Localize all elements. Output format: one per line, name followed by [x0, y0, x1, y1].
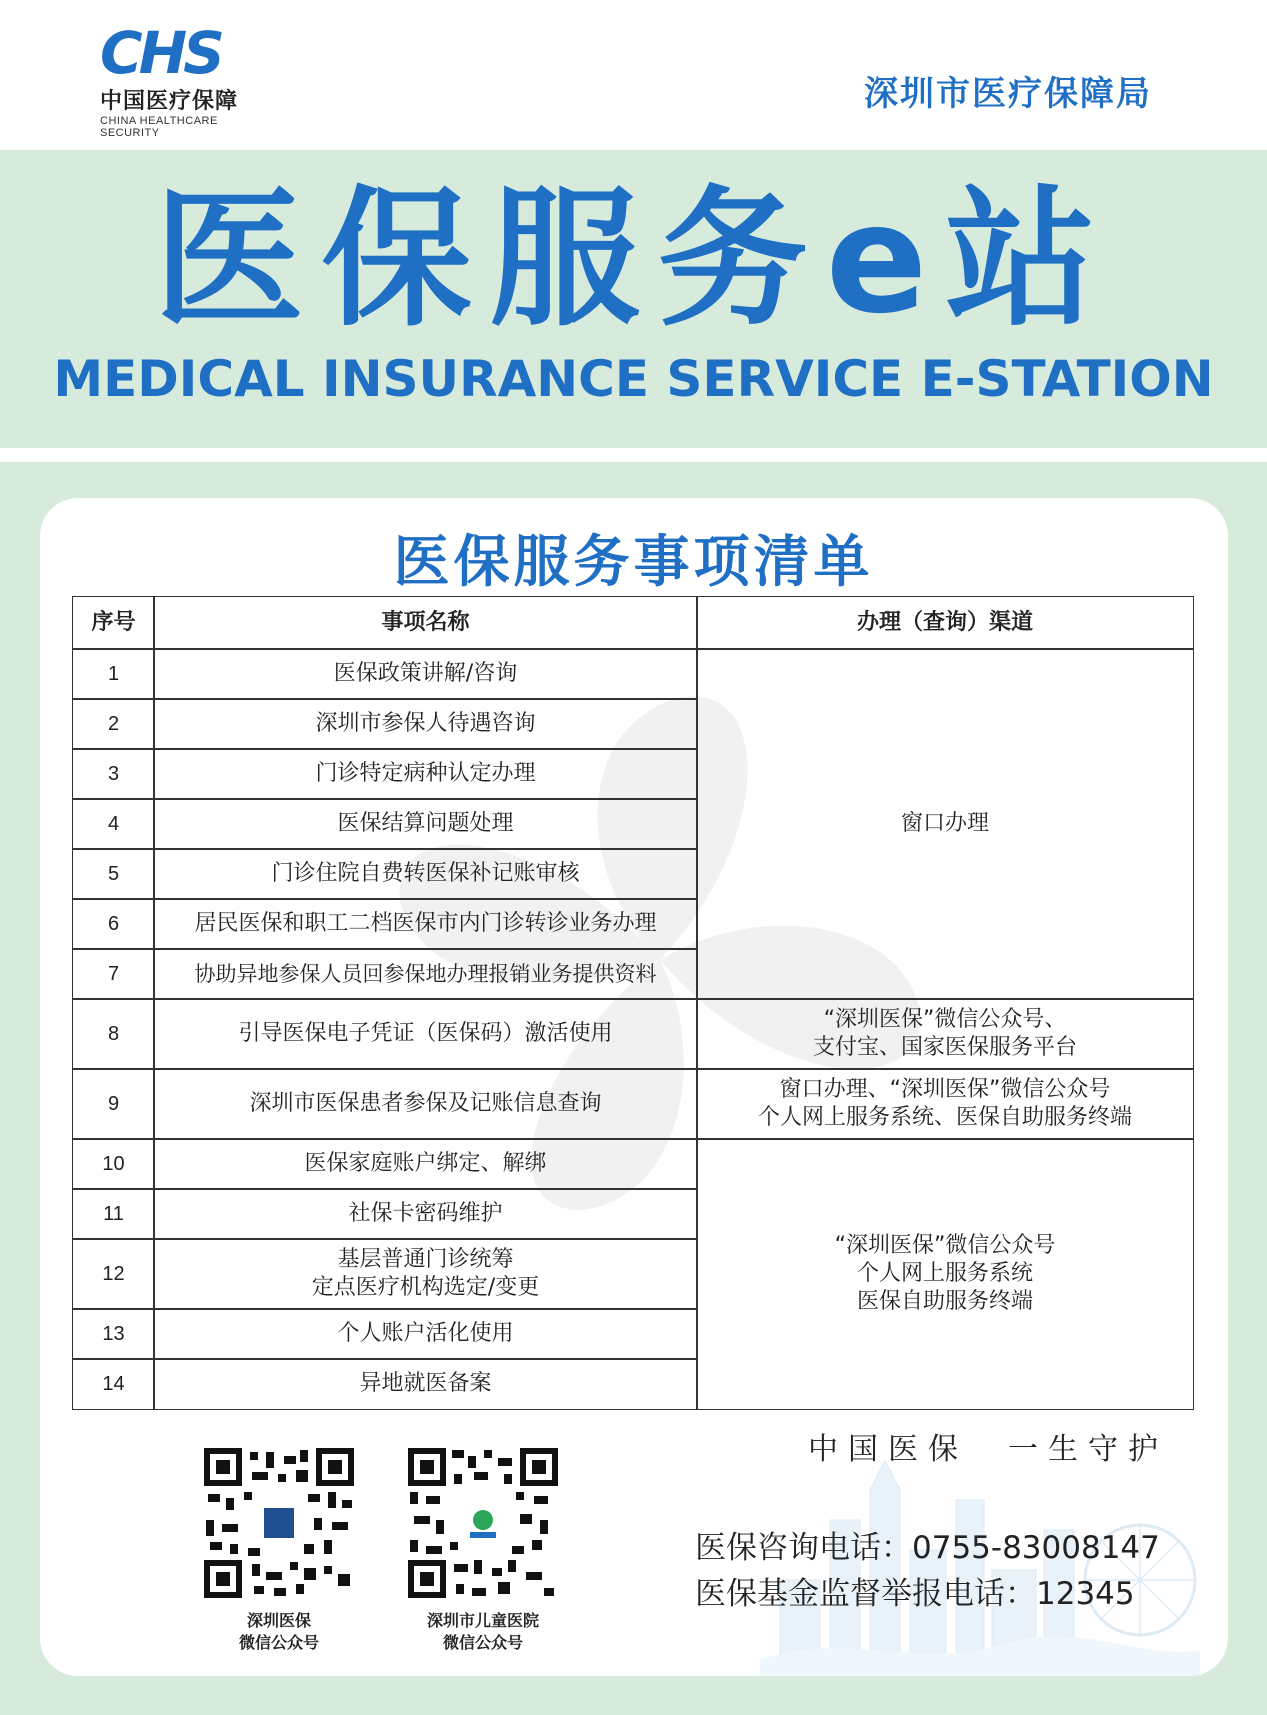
logo-chinese-name: 中国医疗保障	[100, 89, 239, 114]
row-item: 医保结算问题处理	[153, 798, 698, 850]
row-item	[153, 1238, 698, 1310]
logo-english-name: CHINA HEALTHCARE SECURITY	[100, 115, 218, 139]
qr1-label	[179, 1610, 379, 1654]
row-item: 引导医保电子凭证（医保码）激活使用	[153, 998, 698, 1070]
row-item: 社保卡密码维护	[153, 1188, 698, 1240]
row-number: 5	[72, 848, 155, 900]
row-number: 10	[72, 1138, 155, 1190]
logo-mark: CHS	[100, 19, 221, 87]
bureau-name: 深圳市医疗保障局	[864, 74, 1152, 114]
row-number: 13	[72, 1308, 155, 1360]
chs-logo	[100, 19, 270, 139]
row-number: 3	[72, 748, 155, 800]
row-number: 9	[72, 1068, 155, 1140]
channel-line: 窗口办理、“深圳医保”微信公众号	[779, 1077, 1111, 1102]
title-banner	[0, 150, 1267, 448]
qr1-label-line: 微信公众号	[238, 1633, 319, 1652]
header-number: 序号	[72, 596, 155, 650]
page-header	[0, 0, 1267, 150]
row-item: 异地就医备案	[153, 1358, 698, 1410]
row-number: 14	[72, 1358, 155, 1410]
row-item: 个人账户活化使用	[153, 1308, 698, 1360]
row-item-line: 定点医疗机构选定/变更	[311, 1275, 540, 1300]
row-number: 11	[72, 1188, 155, 1240]
row-number: 12	[72, 1238, 155, 1310]
channel-line: “深圳医保”微信公众号	[834, 1233, 1056, 1258]
row-number: 1	[72, 648, 155, 700]
channel-wechat-alipay	[696, 998, 1194, 1070]
service-list-title: 医保服务事项清单	[393, 530, 874, 595]
row-item: 深圳市参保人待遇咨询	[153, 698, 698, 750]
row-item: 深圳市医保患者参保及记账信息查询	[153, 1068, 698, 1140]
qr1-label-line: 深圳医保	[246, 1611, 311, 1630]
row-item: 医保政策讲解/咨询	[153, 648, 698, 700]
row-number: 7	[72, 948, 155, 1000]
report-phone: 医保基金监督举报电话：12345	[695, 1576, 1135, 1612]
service-table	[72, 596, 1194, 1416]
slogan: 中国医保 一生守护	[808, 1432, 1168, 1467]
qr2-label-line: 深圳市儿童医院	[426, 1611, 539, 1630]
qr2-label	[383, 1610, 583, 1654]
row-item: 门诊住院自费转医保补记账审核	[153, 848, 698, 900]
consult-phone: 医保咨询电话：0755-83008147	[695, 1530, 1160, 1566]
channel-line: 个人网上服务系统	[856, 1261, 1033, 1286]
row-item-line: 基层普通门诊统筹	[337, 1247, 514, 1272]
channel-online-group	[696, 1138, 1194, 1410]
row-item: 医保家庭账户绑定、解绑	[153, 1138, 698, 1190]
row-number: 8	[72, 998, 155, 1070]
shenzhen-medical-insurance-qr-icon[interactable]	[204, 1448, 354, 1598]
channel-window-online	[696, 1068, 1194, 1140]
header-channel: 办理（查询）渠道	[696, 596, 1194, 650]
row-number: 4	[72, 798, 155, 850]
channel-line: “深圳医保”微信公众号、	[823, 1007, 1067, 1032]
banner-title: 医保服务e站	[153, 173, 1114, 347]
qr2-label-line: 微信公众号	[442, 1633, 523, 1652]
row-number: 2	[72, 698, 155, 750]
childrens-hospital-qr-icon[interactable]	[408, 1448, 558, 1598]
channel-window: 窗口办理	[696, 648, 1194, 1000]
row-item: 居民医保和职工二档医保市内门诊转诊业务办理	[153, 898, 698, 950]
channel-line: 个人网上服务系统、医保自助服务终端	[757, 1105, 1132, 1130]
row-item: 门诊特定病种认定办理	[153, 748, 698, 800]
header-item-name: 事项名称	[153, 596, 698, 650]
banner-subtitle: MEDICAL INSURANCE SERVICE E-STATION	[53, 350, 1214, 408]
row-number: 6	[72, 898, 155, 950]
row-item: 协助异地参保人员回参保地办理报销业务提供资料	[153, 948, 698, 1000]
channel-line: 支付宝、国家医保服务平台	[812, 1035, 1077, 1060]
channel-line: 医保自助服务终端	[856, 1289, 1033, 1314]
